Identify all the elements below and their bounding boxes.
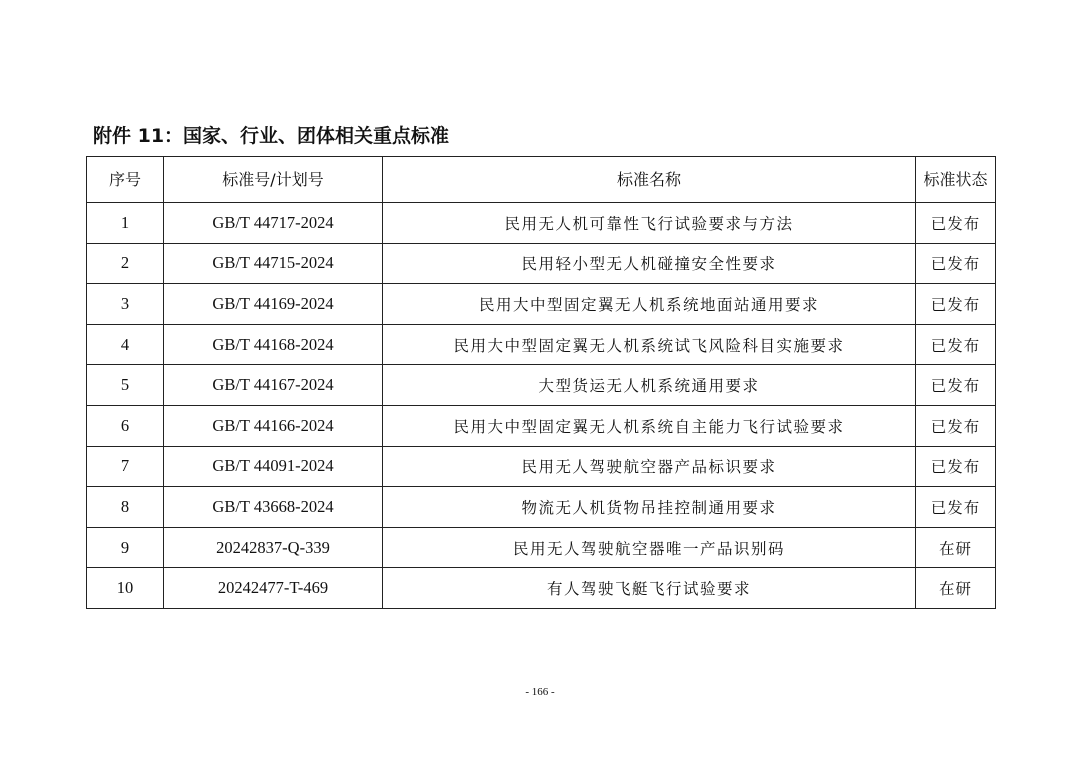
cell-seq: 9: [87, 527, 164, 568]
table-row: [87, 568, 996, 609]
cell-status: 已发布: [916, 324, 996, 365]
cell-name: 民用无人驾驶航空器产品标识要求: [383, 446, 916, 487]
cell-name: 大型货运无人机系统通用要求: [383, 365, 916, 406]
cell-seq: 2: [87, 243, 164, 284]
header-code: 标准号/计划号: [164, 157, 383, 203]
cell-name: 民用轻小型无人机碰撞安全性要求: [383, 243, 916, 284]
table-row: [87, 527, 996, 568]
cell-code: GB/T 44715-2024: [164, 243, 383, 284]
table-row: [87, 487, 996, 528]
cell-seq: 10: [87, 568, 164, 609]
table-row: [87, 284, 996, 325]
table-row: [87, 203, 996, 244]
table-row: [87, 324, 996, 365]
cell-code: GB/T 44169-2024: [164, 284, 383, 325]
cell-status: 已发布: [916, 284, 996, 325]
table-row: [87, 365, 996, 406]
header-seq: 序号: [87, 157, 164, 203]
cell-name: 民用无人机可靠性飞行试验要求与方法: [383, 203, 916, 244]
cell-code: GB/T 43668-2024: [164, 487, 383, 528]
cell-name: 有人驾驶飞艇飞行试验要求: [383, 568, 916, 609]
cell-name: 民用大中型固定翼无人机系统试飞风险科目实施要求: [383, 324, 916, 365]
cell-status: 已发布: [916, 203, 996, 244]
cell-seq: 7: [87, 446, 164, 487]
cell-seq: 8: [87, 487, 164, 528]
table-row: [87, 446, 996, 487]
cell-code: 20242477-T-469: [164, 568, 383, 609]
page-heading: 附件 11：国家、行业、团体相关重点标准: [93, 125, 450, 147]
cell-status: 在研: [916, 527, 996, 568]
cell-status: 已发布: [916, 446, 996, 487]
cell-name: 民用大中型固定翼无人机系统自主能力飞行试验要求: [383, 405, 916, 446]
cell-code: GB/T 44717-2024: [164, 203, 383, 244]
cell-name: 物流无人机货物吊挂控制通用要求: [383, 487, 916, 528]
cell-seq: 1: [87, 203, 164, 244]
cell-status: 已发布: [916, 405, 996, 446]
table-row: [87, 405, 996, 446]
cell-seq: 6: [87, 405, 164, 446]
cell-code: GB/T 44091-2024: [164, 446, 383, 487]
cell-name: 民用无人驾驶航空器唯一产品识别码: [383, 527, 916, 568]
cell-code: GB/T 44166-2024: [164, 405, 383, 446]
cell-name: 民用大中型固定翼无人机系统地面站通用要求: [383, 284, 916, 325]
cell-status: 已发布: [916, 365, 996, 406]
cell-code: 20242837-Q-339: [164, 527, 383, 568]
cell-seq: 4: [87, 324, 164, 365]
cell-seq: 5: [87, 365, 164, 406]
cell-code: GB/T 44168-2024: [164, 324, 383, 365]
cell-seq: 3: [87, 284, 164, 325]
standards-table: [86, 156, 996, 609]
header-status: 标准状态: [916, 157, 996, 203]
cell-status: 已发布: [916, 487, 996, 528]
header-name: 标准名称: [383, 157, 916, 203]
table-row: [87, 243, 996, 284]
table-header-row: [87, 157, 996, 203]
cell-status: 在研: [916, 568, 996, 609]
cell-status: 已发布: [916, 243, 996, 284]
cell-code: GB/T 44167-2024: [164, 365, 383, 406]
page-number: - 166 -: [525, 686, 555, 698]
